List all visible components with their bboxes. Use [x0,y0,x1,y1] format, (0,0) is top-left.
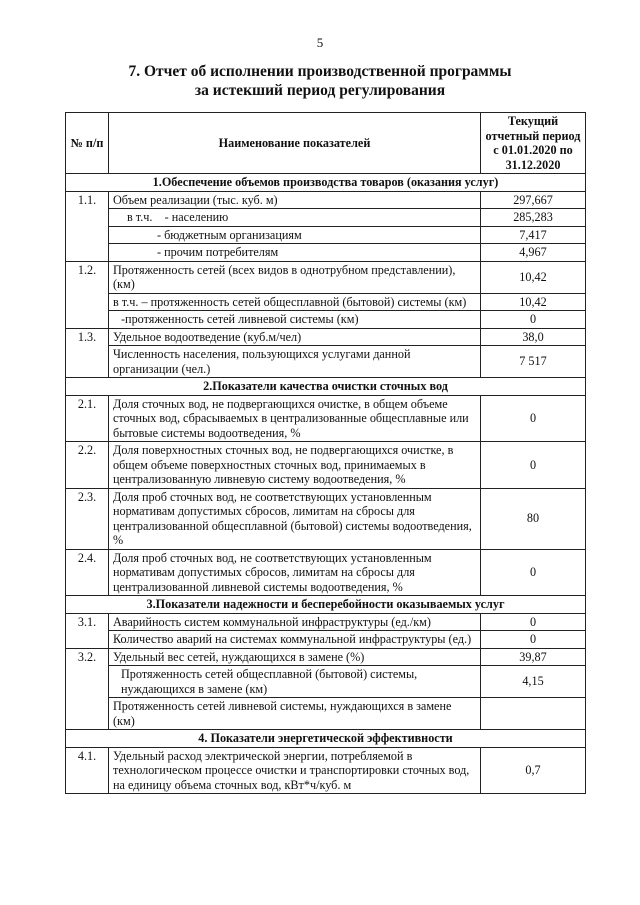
row-name: Доля проб сточных вод, не соответствующих установленным нормативам допустимых сбросов, лимитам на сбросы для централизованной ливневой системы водоотведения, % [109,549,481,596]
page-number: 5 [316,35,324,50]
section-3-title: 3.Показатели надежности и бесперебойности оказываемых услуг [66,596,586,614]
table-row [66,442,586,489]
row-num: 1.2. [66,261,109,328]
section-1-title: 1.Обеспечение объемов производства товаров (оказания услуг) [66,174,586,192]
section-row [66,596,586,614]
row-name: в т.ч. – протяженность сетей общесплавной (бытовой) системы (км) [109,293,481,311]
table-row [66,209,586,227]
table-row [66,311,586,329]
table-row [66,747,586,794]
row-num: 2.1. [66,395,109,442]
row-value [481,698,586,730]
row-name: Протяженность сетей общесплавной (бытовой) системы, нуждающихся в замене (км) [109,666,481,698]
row-name: Доля сточных вод, не подвергающихся очистке, в общем объеме сточных вод, сбрасываемых в централизованные общесплавные или бытовые системы водоотведения, % [109,395,481,442]
row-name: Удельный вес сетей, нуждающихся в замене (%) [109,648,481,666]
row-value: 0,7 [481,747,586,794]
row-value: 4,15 [481,666,586,698]
row-value: 38,0 [481,328,586,346]
row-name: -протяженность сетей ливневой системы (км) [109,311,481,329]
header-name: Наименование показателей [109,113,481,174]
table-row [66,226,586,244]
row-value: 0 [481,613,586,631]
row-value: 285,283 [481,209,586,227]
table-row [66,488,586,549]
table-row [66,191,586,209]
row-value: 0 [481,311,586,329]
row-num: 2.2. [66,442,109,489]
row-value: 7,417 [481,226,586,244]
report-table [65,112,586,794]
row-name: в т.ч. - населению [109,209,481,227]
row-num: 2.3. [66,488,109,549]
table-row [66,613,586,631]
row-name: - прочим потребителям [109,244,481,262]
page-title [0,62,640,100]
row-value: 0 [481,631,586,649]
row-num: 1.3. [66,328,109,378]
row-name: Протяженность сетей (всех видов в однотрубном представлении), (км) [109,261,481,293]
table-row [66,346,586,378]
header-num: № п/п [66,113,109,174]
section-4-title: 4. Показатели энергетической эффективности [66,730,586,748]
row-value: 0 [481,549,586,596]
table-row [66,648,586,666]
row-value: 0 [481,395,586,442]
row-name: Удельный расход электрической энергии, потребляемой в технологическом процессе очистки и транспортировки сточных вод, на единицу объема сточных вод, кВт*ч/куб. м [109,747,481,794]
row-value: 4,967 [481,244,586,262]
row-name: Численность населения, пользующихся услугами данной организации (чел.) [109,346,481,378]
row-name: - бюджетным организациям [109,226,481,244]
table-row [66,244,586,262]
table-row [66,549,586,596]
row-name: Аварийность систем коммунальной инфраструктуры (ед./км) [109,613,481,631]
row-name: Удельное водоотведение (куб.м/чел) [109,328,481,346]
row-value: 80 [481,488,586,549]
section-2-title: 2.Показатели качества очистки сточных вод [66,378,586,396]
section-row [66,730,586,748]
row-num: 2.4. [66,549,109,596]
row-value: 0 [481,442,586,489]
row-value: 297,667 [481,191,586,209]
row-value: 7 517 [481,346,586,378]
row-value: 39,87 [481,648,586,666]
row-num: 3.2. [66,648,109,730]
row-name: Количество аварий на системах коммунальной инфраструктуры (ед.) [109,631,481,649]
table-header-row [66,113,586,174]
table-row [66,698,586,730]
header-period: Текущий отчетный период с 01.01.2020 по 31.12.2020 [481,113,586,174]
title-line-2: за истекший период регулирования [194,82,446,99]
table-row [66,631,586,649]
row-name: Объем реализации (тыс. куб. м) [109,191,481,209]
table-row [66,293,586,311]
row-num: 4.1. [66,747,109,794]
row-name: Протяженность сетей ливневой системы, нуждающихся в замене (км) [109,698,481,730]
row-name: Доля поверхностных сточных вод, не подвергающихся очистке, в общем объеме поверхностных сточных вод, принимаемых в централизованную ливневую систему водоотведения, % [109,442,481,489]
section-row [66,174,586,192]
table-row [66,328,586,346]
table-row [66,666,586,698]
row-num: 3.1. [66,613,109,648]
section-row [66,378,586,396]
table-row [66,395,586,442]
row-name: Доля проб сточных вод, не соответствующих установленным нормативам допустимых сбросов, лимитам на сбросы для централизованной общесплавной (бытовой) системы водоотведения, % [109,488,481,549]
row-num: 1.1. [66,191,109,261]
row-value: 10,42 [481,261,586,293]
row-value: 10,42 [481,293,586,311]
title-line-1: 7. Отчет об исполнении производственной программы [128,63,512,80]
table-row [66,261,586,293]
